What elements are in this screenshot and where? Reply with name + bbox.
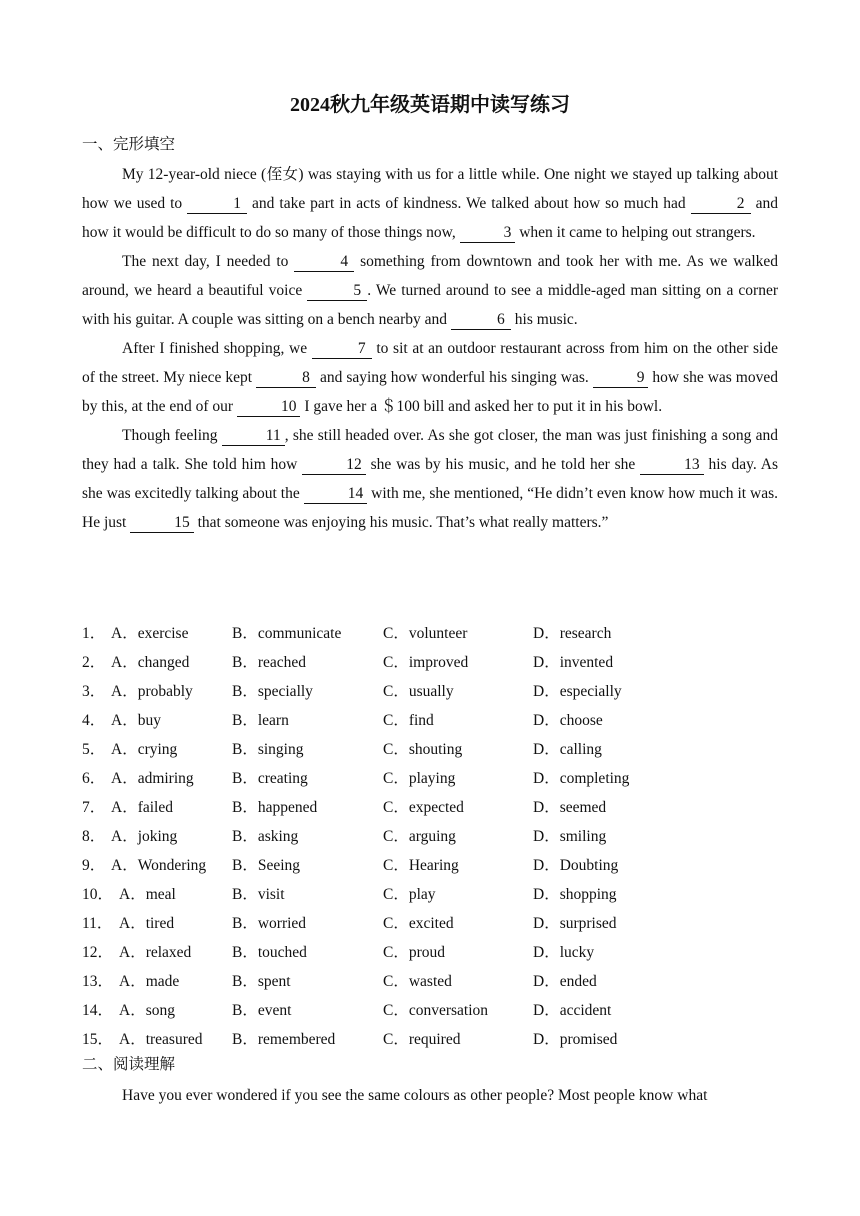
option-a: A．Wondering: [111, 857, 207, 874]
text: how she was moved by this, at the end of our: [82, 369, 778, 415]
blank-2: 2: [691, 195, 751, 214]
text: and how it would be difficult to do so many of those things now,: [82, 195, 778, 241]
question-number: 3．: [82, 683, 106, 700]
text: and take part in acts of kindness. We talked about how so much had: [247, 195, 691, 212]
option-row: [82, 909, 782, 938]
blank-6: 6: [451, 311, 511, 330]
text: , she still headed over. As she got closer, the man was just finishing a song and they had a talk. She told him how: [82, 427, 778, 473]
option-a: A．changed: [111, 654, 190, 671]
blank-14: 14: [304, 485, 368, 504]
option-row: [82, 735, 782, 764]
option-b: B．remembered: [232, 1031, 336, 1048]
text: that someone was enjoying his music. That’s what really matters.”: [193, 514, 609, 531]
option-d: D．choose: [533, 712, 603, 729]
paragraph-5: Have you ever wondered if you see the same colours as other people? Most people know what: [122, 1087, 708, 1104]
option-d: D．accident: [533, 1002, 612, 1019]
paragraph-3: [82, 334, 778, 421]
option-a: A．failed: [111, 799, 173, 816]
option-a: A．relaxed: [119, 944, 192, 961]
text: she was by his music, and he told her she: [365, 456, 641, 473]
option-b: B．happened: [232, 799, 318, 816]
blank-4: 4: [294, 253, 354, 272]
section-heading-cloze: 一、完形填空: [82, 136, 176, 153]
blank-1: 1: [187, 195, 247, 214]
paragraph-2: [82, 247, 778, 334]
option-c: C．improved: [383, 654, 469, 671]
option-c: C．conversation: [383, 1002, 489, 1019]
option-c: C．arguing: [383, 828, 456, 845]
option-row: [82, 648, 782, 677]
paragraph-1: [82, 160, 778, 247]
option-b: B．singing: [232, 741, 304, 758]
text: to sit at an outdoor restaurant across from him on the other side of the street. My niece kept: [82, 340, 778, 386]
option-d: D．lucky: [533, 944, 595, 961]
section-heading-reading: 二、阅读理解: [82, 1056, 176, 1073]
text: Though feeling: [122, 427, 222, 444]
blank-9: 9: [593, 369, 649, 388]
option-a: A．song: [119, 1002, 175, 1019]
question-number: 8．: [82, 828, 106, 845]
text: My 12-year-old niece (侄女) was staying with us for a little while. One night we stayed up talking about how we used to: [82, 166, 778, 212]
option-b: B．specially: [232, 683, 313, 700]
option-row: [82, 1025, 782, 1054]
option-row: [82, 822, 782, 851]
options-list: [82, 619, 782, 1054]
option-b: B．Seeing: [232, 857, 301, 874]
text: The next day, I needed to: [122, 253, 295, 270]
option-c: C．volunteer: [383, 625, 468, 642]
option-c: C．playing: [383, 770, 456, 787]
option-d: D．smiling: [533, 828, 607, 845]
text: when it came to helping out strangers.: [515, 224, 756, 241]
option-a: A．tired: [119, 915, 175, 932]
option-d: D．promised: [533, 1031, 618, 1048]
option-d: D．completing: [533, 770, 630, 787]
option-d: D．especially: [533, 683, 622, 700]
question-number: 6．: [82, 770, 106, 787]
option-b: B．creating: [232, 770, 308, 787]
option-d: D．shopping: [533, 886, 617, 903]
blank-3: 3: [460, 224, 516, 243]
option-c: C．wasted: [383, 973, 452, 990]
question-number: 4．: [82, 712, 106, 729]
option-b: B．event: [232, 1002, 292, 1019]
option-a: A．crying: [111, 741, 178, 758]
question-number: 1．: [82, 625, 106, 642]
blank-12: 12: [302, 456, 366, 475]
option-c: C．shouting: [383, 741, 463, 758]
option-b: B．spent: [232, 973, 291, 990]
cloze-passage: [82, 160, 778, 537]
option-row: [82, 706, 782, 735]
option-a: A．treasured: [119, 1031, 203, 1048]
text: and saying how wonderful his singing was.: [316, 369, 593, 386]
option-d: D．research: [533, 625, 612, 642]
text: his day. As she was excitedly talking about the: [82, 456, 778, 502]
question-number: 10．: [82, 886, 114, 903]
blank-7: 7: [312, 340, 372, 359]
option-row: [82, 938, 782, 967]
question-number: 7．: [82, 799, 106, 816]
option-row: [82, 967, 782, 996]
question-number: 15．: [82, 1031, 114, 1048]
option-b: B．communicate: [232, 625, 342, 642]
option-c: C．play: [383, 886, 436, 903]
question-number: 11．: [82, 915, 113, 932]
blank-11: 11: [222, 427, 285, 446]
option-a: A．probably: [111, 683, 193, 700]
option-c: C．usually: [383, 683, 454, 700]
option-a: A．admiring: [111, 770, 194, 787]
option-row: [82, 851, 782, 880]
option-a: A．made: [119, 973, 180, 990]
option-d: D．ended: [533, 973, 597, 990]
paragraph-4: [82, 421, 778, 537]
page-title: 2024秋九年级英语期中读写练习: [290, 94, 570, 116]
option-b: B．learn: [232, 712, 289, 729]
option-a: A．exercise: [111, 625, 189, 642]
reading-passage: [82, 1081, 778, 1110]
text: I gave her a ＄100 bill and asked her to put it in his bowl.: [300, 398, 663, 415]
blank-13: 13: [640, 456, 704, 475]
option-d: D．seemed: [533, 799, 607, 816]
option-c: C．find: [383, 712, 434, 729]
option-b: B．asking: [232, 828, 299, 845]
option-d: D．Doubting: [533, 857, 619, 874]
option-a: A．buy: [111, 712, 161, 729]
text: with me, she mentioned, “He didn’t even know how much it was. He just: [82, 485, 778, 531]
option-row: [82, 764, 782, 793]
blank-8: 8: [256, 369, 316, 388]
option-d: D．surprised: [533, 915, 617, 932]
question-number: 14．: [82, 1002, 114, 1019]
option-c: C．proud: [383, 944, 446, 961]
text: something from downtown and took her with me. As we walked around, we heard a beautiful voice: [82, 253, 779, 299]
option-row: [82, 880, 782, 909]
option-b: B．worried: [232, 915, 307, 932]
question-number: 5．: [82, 741, 106, 758]
blank-10: 10: [237, 398, 301, 417]
option-row: [82, 793, 782, 822]
blank-5: 5: [307, 282, 367, 301]
text: After I finished shopping, we: [122, 340, 312, 357]
option-c: C．expected: [383, 799, 464, 816]
option-b: B．visit: [232, 886, 285, 903]
option-c: C．required: [383, 1031, 461, 1048]
option-a: A．meal: [119, 886, 176, 903]
option-a: A．joking: [111, 828, 178, 845]
option-row: [82, 677, 782, 706]
option-b: B．reached: [232, 654, 307, 671]
question-number: 2．: [82, 654, 106, 671]
option-b: B．touched: [232, 944, 307, 961]
option-c: C．excited: [383, 915, 454, 932]
option-row: [82, 996, 782, 1025]
question-number: 13．: [82, 973, 114, 990]
question-number: 12．: [82, 944, 114, 961]
option-d: D．invented: [533, 654, 614, 671]
text: . We turned around to see a middle-aged man sitting on a corner with his guitar. A couple was sitting on a bench nearby and: [82, 282, 778, 328]
blank-15: 15: [130, 514, 194, 533]
question-number: 9．: [82, 857, 106, 874]
option-d: D．calling: [533, 741, 602, 758]
text: his music.: [510, 311, 578, 328]
option-c: C．Hearing: [383, 857, 459, 874]
option-row: [82, 619, 782, 648]
